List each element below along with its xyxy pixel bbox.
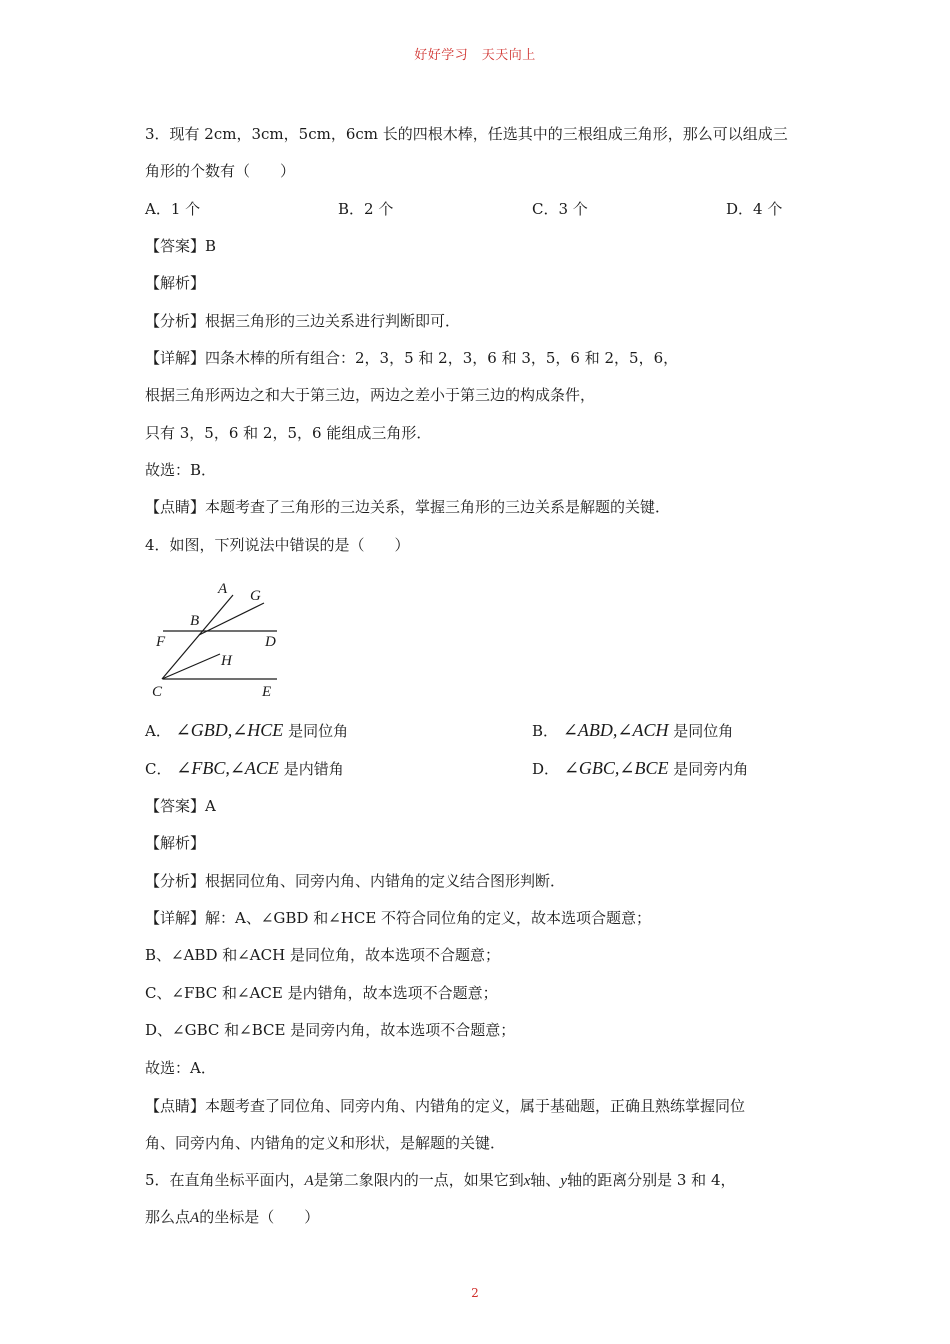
- q3-option-c: C．3 个: [532, 200, 588, 218]
- label-h: H: [221, 653, 232, 669]
- label-f: F: [156, 634, 166, 650]
- label-a: A: [218, 581, 228, 597]
- q5-var-a2: A: [190, 1210, 200, 1226]
- q3-choice: 故选：B．: [145, 461, 217, 479]
- q3-answer: 【答案】B: [145, 237, 217, 255]
- q3-detail-line2: 根据三角形两边之和大于第三边，两边之差小于第三边的构成条件，: [145, 386, 596, 404]
- line-ch: [162, 654, 220, 679]
- q5-stem-line2: 那么点A的坐标是（ ）: [145, 1208, 320, 1226]
- q4-analysis-title: 【解析】: [145, 834, 206, 852]
- line-bg: [199, 603, 264, 635]
- q3-detail-line1: 【详解】四条木棒的所有组合：2，3，5 和 2，3，6 和 3，5，6 和 2，5，6，: [145, 349, 679, 367]
- q4-choice: 故选：A．: [145, 1059, 216, 1077]
- page-number: 2: [471, 1286, 479, 1300]
- q4-stem: 4．如图，下列说法中错误的是（ ）: [145, 536, 410, 554]
- q3-dianjing: 【点睛】本题考查了三角形的三边关系，掌握三角形的三边关系是解题的关键．: [145, 498, 671, 516]
- q5-var-a: A: [304, 1173, 314, 1189]
- q3-option-d: D．4 个: [726, 200, 783, 218]
- q4-option-a-math: ∠GBD,∠HCE: [175, 720, 284, 740]
- q3-option-a: A．1 个: [145, 200, 201, 218]
- q3-stem-line1: 3．现有 2cm，3cm，5cm，6cm 长的四根木棒，任选其中的三根组成三角形，那么可以组成三: [145, 125, 788, 143]
- q4-detail-line3: C、∠FBC 和∠ACE 是内错角，故本选项不合题意；: [145, 984, 498, 1002]
- q4-option-b: B． ∠ABD,∠ACH 是同位角: [532, 720, 734, 740]
- label-d: D: [265, 634, 276, 650]
- q4-detail-line2: B、∠ABD 和∠ACH 是同位角，故本选项不合题意；: [145, 946, 500, 964]
- q3-analysis-title: 【解析】: [145, 274, 206, 292]
- q4-option-c-math: ∠FBC,∠ACE: [176, 758, 279, 778]
- q5-stem-line1: 5．在直角坐标平面内，A是第二象限内的一点，如果它到x轴、y轴的距离分别是 3 和 4，: [145, 1171, 736, 1189]
- q4-detail-line1: 【详解】解：A、∠GBD 和∠HCE 不符合同位角的定义，故本选项合题意；: [145, 909, 652, 927]
- label-g: G: [250, 588, 261, 604]
- q4-figure-svg: [150, 578, 285, 703]
- q3-detail-line3: 只有 3，5，6 和 2，5，6 能组成三角形．: [145, 424, 432, 442]
- page-header: 好好学习 天天向上: [414, 48, 536, 63]
- q4-option-a: A． ∠GBD,∠HCE 是同位角: [145, 720, 349, 740]
- q3-option-b: B．2 个: [338, 200, 394, 218]
- label-e: E: [262, 684, 272, 700]
- q5-var-y: y: [560, 1173, 568, 1189]
- q4-dianjing-line1: 【点睛】本题考查了同位角、同旁内角、内错角的定义，属于基础题，正确且熟练掌握同位: [145, 1097, 746, 1115]
- label-c: C: [152, 684, 163, 700]
- q5-var-x: x: [523, 1173, 531, 1189]
- q4-geometry-figure: [150, 578, 285, 703]
- q4-option-d-math: ∠GBC,∠BCE: [563, 758, 669, 778]
- q4-fenxi: 【分析】根据同位角、同旁内角、内错角的定义结合图形判断．: [145, 872, 566, 890]
- q4-dianjing-line2: 角、同旁内角、内错角的定义和形状，是解题的关键．: [145, 1134, 506, 1152]
- q4-option-d: D． ∠GBC,∠BCE 是同旁内角: [532, 758, 749, 778]
- label-b: B: [190, 613, 200, 629]
- q4-answer: 【答案】A: [145, 797, 216, 815]
- q3-fenxi: 【分析】根据三角形的三边关系进行判断即可．: [145, 312, 461, 330]
- q4-option-b-math: ∠ABD,∠ACH: [562, 720, 669, 740]
- q4-detail-line4: D、∠GBC 和∠BCE 是同旁内角，故本选项不合题意；: [145, 1021, 516, 1039]
- q4-option-c: C． ∠FBC,∠ACE 是内错角: [145, 758, 344, 778]
- q3-stem-line2: 角形的个数有（ ）: [145, 162, 296, 180]
